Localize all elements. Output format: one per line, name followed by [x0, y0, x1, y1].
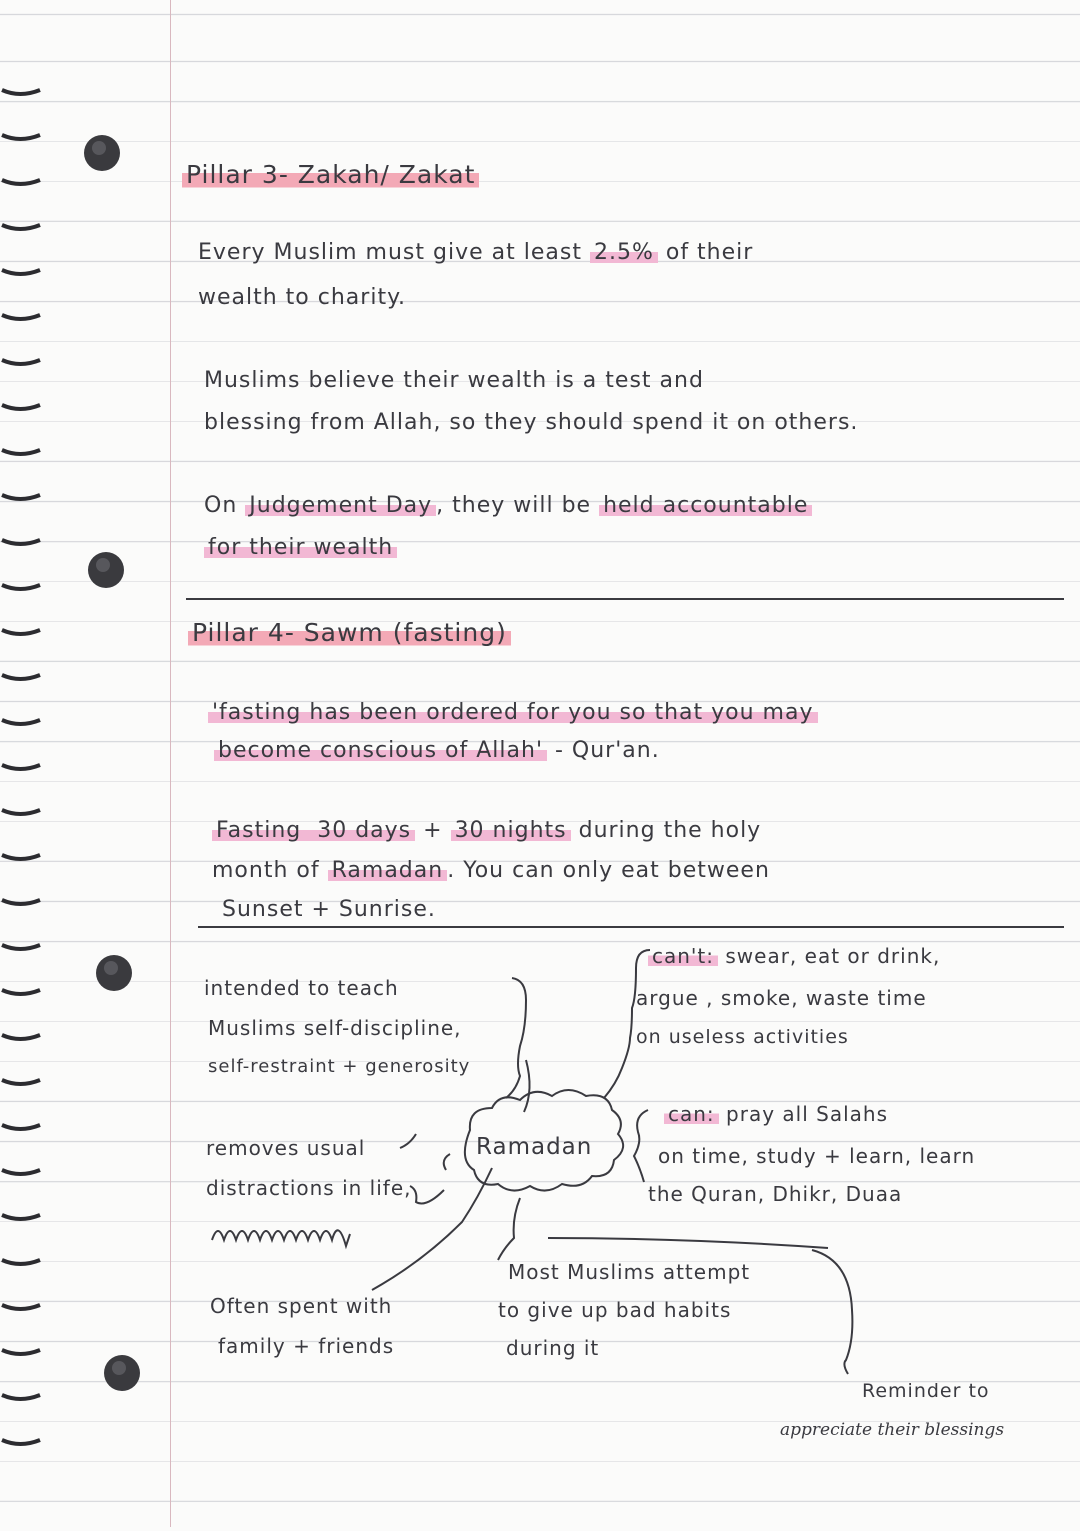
removes-line-1: removes usual	[206, 1136, 366, 1160]
zakat-point-1-line-1	[198, 240, 753, 265]
text-segment: On	[204, 493, 246, 518]
highlight-cant: can't:	[648, 944, 718, 968]
highlight-wealth: for their wealth	[204, 535, 397, 560]
section-divider	[186, 598, 1064, 600]
spiral-binding	[0, 0, 60, 1527]
punch-hole	[88, 552, 124, 588]
punch-hole	[84, 135, 120, 171]
highlight-percent: 2.5%	[590, 240, 658, 265]
can-line-3: the Quran, Dhikr, Duaa	[648, 1182, 903, 1206]
pillar3-title-text: Pillar 3- Zakah/ Zakat	[182, 160, 479, 189]
teach-line-2: Muslims self-discipline,	[208, 1016, 462, 1040]
text-segment: +	[415, 818, 451, 843]
most-line-2: to give up bad habits	[498, 1298, 732, 1322]
highlight-can: can:	[664, 1102, 719, 1126]
zakat-point-3-line-2	[204, 535, 397, 560]
highlight-ramadan: Ramadan	[328, 858, 448, 883]
can-line-1	[664, 1102, 888, 1126]
highlight-quote: become conscious of Allah'	[214, 738, 547, 763]
teach-line-3: self-restraint + generosity	[208, 1056, 471, 1077]
highlight-30-nights: 30 nights	[451, 818, 571, 843]
zakat-point-2-line-1: Muslims believe their wealth is a test and	[204, 368, 704, 393]
brace-teach	[506, 978, 526, 1098]
mindmap-center-ramadan: Ramadan	[476, 1134, 593, 1160]
highlight-held-accountable: held accountable	[599, 493, 812, 518]
most-line-1: Most Muslims attempt	[508, 1260, 751, 1284]
spiral-coils	[0, 0, 60, 1527]
text-segment: month of	[212, 858, 328, 883]
pillar4-title	[188, 618, 511, 647]
pillar4-title-text: Pillar 4- Sawm (fasting)	[188, 618, 511, 647]
teach-line-1: intended to teach	[204, 976, 399, 1000]
section-divider	[198, 926, 1064, 928]
often-line-1: Often spent with	[210, 1294, 393, 1318]
text-segment: pray all Salahs	[718, 1102, 888, 1126]
highlight-quote: 'fasting has been ordered for you so that you may	[208, 700, 818, 725]
fasting-line-3: Sunset + Sunrise.	[222, 897, 436, 922]
fasting-line-2	[212, 858, 770, 883]
punch-hole	[104, 1355, 140, 1391]
highlight-fasting: Fasting	[212, 818, 313, 843]
line-to-most	[498, 1198, 520, 1260]
text-segment: . You can only eat between	[447, 858, 770, 883]
brace-cant	[604, 950, 650, 1098]
margin-line	[170, 0, 171, 1527]
can-line-2: on time, study + learn, learn	[658, 1144, 976, 1168]
text-segment: swear, eat or drink,	[718, 944, 941, 968]
scribble-crossout-icon	[208, 1212, 358, 1252]
highlight-30-days: 30 days	[313, 818, 415, 843]
most-line-3: during it	[506, 1336, 600, 1360]
punch-hole	[96, 955, 132, 991]
brace-most	[812, 1250, 852, 1374]
text-segment: , they will be	[436, 493, 600, 518]
reminder-line-2: appreciate their blessings	[780, 1420, 1005, 1440]
zakat-point-2-line-2: blessing from Allah, so they should spend it on others.	[204, 410, 859, 435]
cant-line-3: on useless activities	[636, 1026, 849, 1048]
text-segment: Every Muslim must give at least	[198, 240, 590, 265]
cant-line-1	[648, 944, 940, 968]
pillar3-title	[182, 160, 479, 189]
zakat-point-1-line-2: wealth to charity.	[198, 285, 406, 310]
often-line-2: family + friends	[218, 1334, 395, 1358]
cant-line-2: argue , smoke, waste time	[636, 986, 927, 1010]
quran-quote-line-2	[214, 738, 660, 763]
text-segment: during the holy	[570, 818, 762, 843]
line-to-reminder	[548, 1238, 828, 1248]
reminder-line-1: Reminder to	[862, 1380, 990, 1402]
highlight-judgement-day: Judgement Day	[245, 493, 436, 518]
brace-can	[634, 1110, 648, 1182]
quote-source: - Qur'an.	[547, 738, 660, 763]
text-segment: of their	[657, 240, 754, 265]
zakat-point-3-line-1	[204, 493, 812, 518]
removes-line-2: distractions in life,	[206, 1176, 412, 1200]
line-to-teach	[524, 1060, 530, 1112]
quran-quote-line-1	[208, 700, 818, 725]
fasting-line-1	[212, 818, 761, 843]
